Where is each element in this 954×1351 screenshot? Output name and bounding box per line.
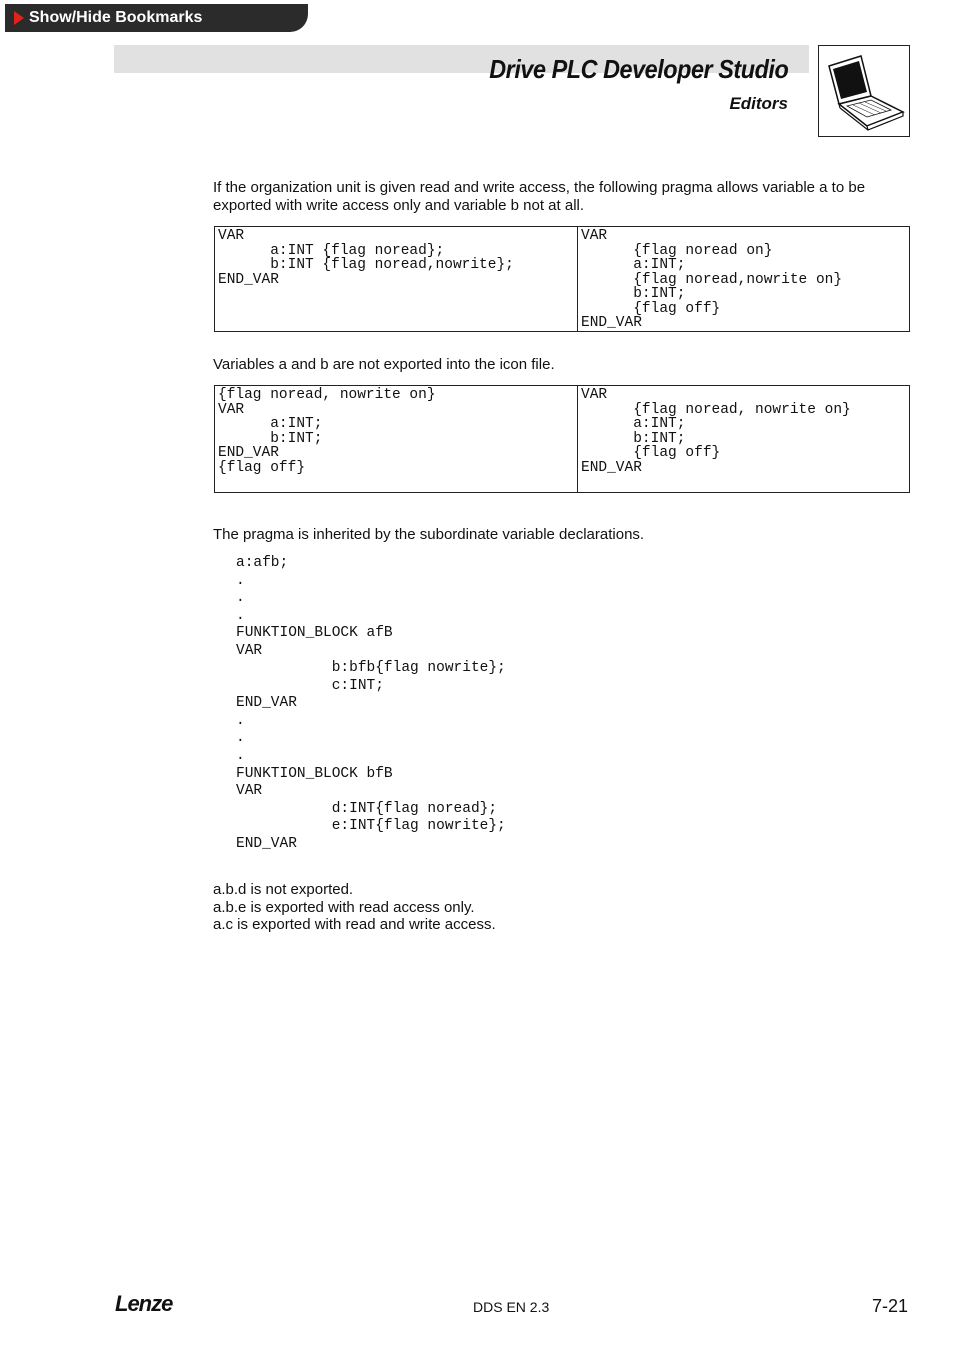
page-title: Drive PLC Developer Studio	[488, 54, 788, 84]
inherit-paragraph: The pragma is inherited by the subordinate variable declarations.	[213, 526, 645, 543]
show-hide-bookmarks-button[interactable]	[5, 4, 308, 32]
note-line: a.c is exported with read and write access.	[213, 916, 496, 933]
document-id: DDS EN 2.3	[473, 1299, 550, 1315]
note-line: a.b.d is not exported.	[213, 881, 354, 898]
bookmarks-button-label: Show/Hide Bookmarks	[29, 9, 203, 26]
page-subtitle: Editors	[729, 94, 788, 113]
laptop-icon	[818, 45, 910, 137]
lenze-logo: Lenze	[115, 1291, 173, 1316]
pragma-table-2	[214, 385, 910, 493]
table1-right-code: VAR {flag noread on} a:INT; {flag noread,nowrite on} b:INT; {flag off} END_VAR	[581, 228, 843, 331]
table2-right-code: VAR {flag noread, nowrite on} a:INT; b:INT; {flag off} END_VAR	[581, 387, 851, 476]
middle-paragraph: Variables a and b are not exported into the icon file.	[213, 356, 555, 373]
triangle-right-icon	[14, 11, 24, 25]
code-listing: a:afb; . . . FUNKTION_BLOCK afB VAR b:bfb{flag nowrite}; c:INT; END_VAR . . . FUNKTION_BLOCK bfB VAR d:INT{flag noread}; e:INT{flag nowrite}; END_VAR	[236, 555, 506, 852]
notes	[213, 881, 496, 934]
page-number: 7-21	[871, 1296, 908, 1316]
intro-paragraph: If the organization unit is given read and write access, the following pragma allows variable a to be exported with write access only and variable b not at all.	[213, 179, 866, 214]
table1-left-code: VAR a:INT {flag noread}; b:INT {flag noread,nowrite}; END_VAR	[215, 227, 578, 331]
note-line: a.b.e is exported with read access only.	[213, 898, 475, 916]
pragma-table-1	[214, 226, 910, 332]
table2-left-code: {flag noread, nowrite on} VAR a:INT; b:INT; END_VAR {flag off}	[215, 386, 578, 492]
